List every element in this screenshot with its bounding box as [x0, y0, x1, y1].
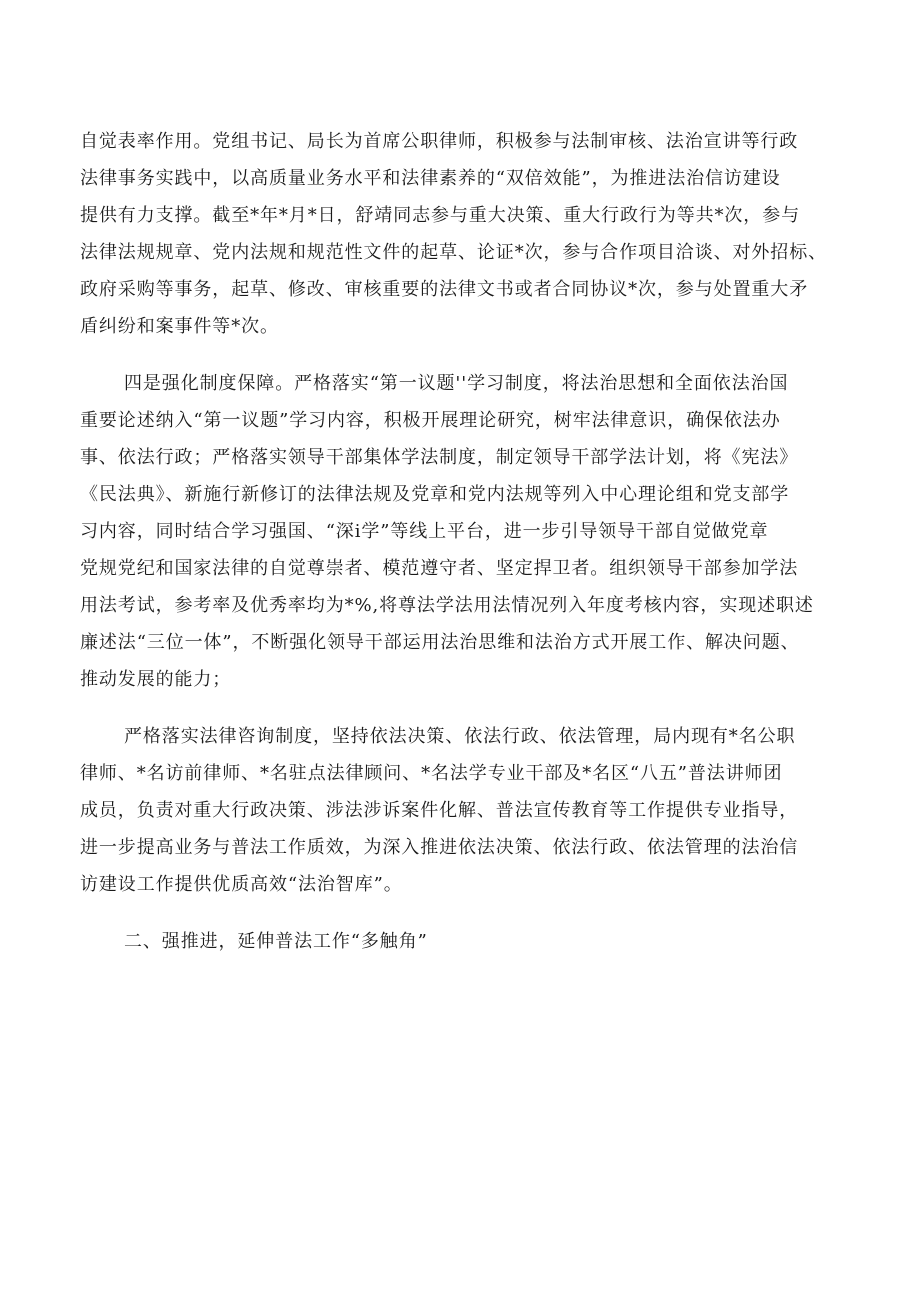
text-line: 廉述法“三位一体”，不断强化领导干部运用法治思维和法治方式开展工作、解决问题、: [80, 632, 800, 653]
text-line: 重要论述纳入“第一议题”学习内容，积极开展理论研究，树牢法律意识，确保依法办: [80, 410, 781, 431]
text-line: 提供有力支撑。截至*年*月*日，舒靖同志参与重大决策、重大行政行为等共*次，参与: [80, 205, 800, 226]
text-line: 盾纠纷和案事件等*次。: [80, 316, 279, 337]
text-line: 访建设工作提供优质高效“法治智库”。: [80, 874, 403, 895]
text-line: 成员，负责对重大行政决策、涉法涉诉案件化解、普法宣传教育等工作提供专业指导，: [80, 800, 799, 821]
text-line: 政府采购等事务，起草、修改、审核重要的法律文书或者合同协议*次，参与处置重大矛: [80, 279, 809, 300]
text-line: 进一步提高业务与普法工作质效，为深入推进依法决策、依法行政、依法管理的法治信: [80, 837, 799, 858]
text-line: 严格落实法律咨询制度，坚持依法决策、依法行政、依法管理，局内现有*名公职: [124, 726, 796, 747]
text-line: 法律事务实践中，以高质量业务水平和法律素养的“双倍效能”，为推进法治信访建设: [80, 168, 781, 189]
text-line: 律师、*名访前律师、*名驻点法律顾问、*名法学专业干部及*名区“八五”普法讲师团: [80, 763, 783, 784]
paragraph-2: [80, 365, 850, 698]
text-line: 法律法规规章、党内法规和规范性文件的起草、论证*次，参与合作项目洽谈、对外招标、: [80, 242, 827, 263]
paragraph-1: [80, 123, 850, 345]
section-heading: [80, 923, 850, 960]
document-body: [80, 123, 850, 980]
text-line: 用法考试，参考率及优秀率均为*%,将尊法学法用法情况列入年度考核内容，实现述职述: [80, 595, 814, 616]
text-line: 自觉表率作用。党组书记、局长为首席公职律师，积极参与法制审核、法治宣讲等行政: [80, 131, 799, 152]
paragraph-3: [80, 718, 850, 903]
text-line: 党规党纪和国家法律的自觉尊崇者、模范遵守者、坚定捍卫者。组织领导干部参加学法: [80, 558, 799, 579]
text-line: 习内容，同时结合学习强国、“深i学”等线上平台，进一步引导领导干部自觉做党章: [80, 521, 769, 542]
text-line: 四是强化制度保障。严格落实“第一议题''学习制度，将法治思想和全面依法治国: [124, 373, 789, 394]
text-line: 推动发展的能力；: [80, 669, 232, 690]
text-line: 《民法典》、新施行新修订的法律法规及党章和党内法规等列入中心理论组和党支部学: [80, 484, 790, 505]
section-heading-text: 二、强推进，延伸普法工作“多触角”: [124, 931, 428, 952]
text-line: 事、依法行政；严格落实领导干部集体学法制度，制定领导干部学法计划，将《宪法》: [80, 447, 799, 468]
